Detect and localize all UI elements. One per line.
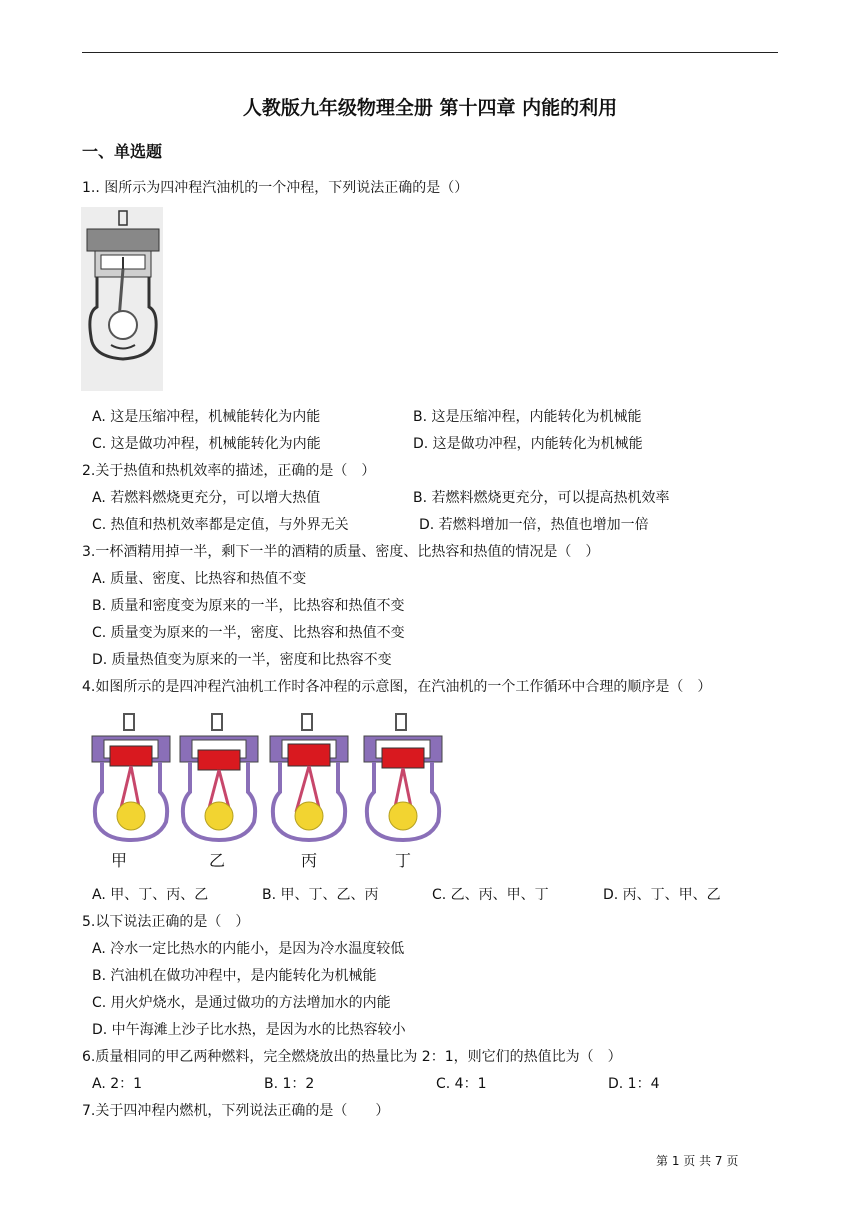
- q2-option-c: C. 热值和热机效率都是定值，与外界无关: [92, 517, 349, 533]
- engine-figure-yi: [178, 712, 260, 870]
- q5-option-b: B. 汽油机在做功冲程中，是内能转化为机械能: [92, 968, 377, 984]
- figure-label-yi: 乙: [208, 851, 225, 870]
- figure-label-bing: 丙: [300, 851, 317, 870]
- q3-option-c: C. 质量变为原来的一半，密度、比热容和热值不变: [92, 625, 405, 641]
- figure-label-ding: 丁: [394, 851, 411, 870]
- question-5-stem: 5.以下说法正确的是（ ）: [82, 914, 250, 930]
- q1-option-d: D. 这是做功冲程，内能转化为机械能: [413, 436, 643, 452]
- q4-option-b: B. 甲、丁、乙、丙: [262, 887, 379, 903]
- q6-option-a: A. 2：1: [92, 1076, 143, 1092]
- q4-option-a: A. 甲、丁、丙、乙: [92, 887, 209, 903]
- engine-figure-ding: [362, 712, 444, 870]
- question-1-stem: 1.. 图所示为四冲程汽油机的一个冲程，下列说法正确的是（）: [82, 180, 469, 196]
- question-3-stem: 3.一杯酒精用掉一半，剩下一半的酒精的质量、密度、比热容和热值的情况是（ ）: [82, 544, 600, 560]
- q6-option-c: C. 4：1: [436, 1076, 487, 1092]
- section-heading: 一、单选题: [82, 142, 163, 161]
- q6-option-d: D. 1：4: [608, 1076, 660, 1092]
- q2-option-a: A. 若燃料燃烧更充分，可以增大热值: [92, 490, 321, 506]
- q3-option-a: A. 质量、密度、比热容和热值不变: [92, 571, 307, 587]
- q1-option-b: B. 这是压缩冲程，内能转化为机械能: [413, 409, 642, 425]
- engine-figure-bing: [268, 712, 350, 870]
- q1-option-c: C. 这是做功冲程，机械能转化为内能: [92, 436, 321, 452]
- q2-option-d: D. 若燃料增加一倍，热值也增加一倍: [419, 517, 649, 533]
- page-title: 人教版九年级物理全册 第十四章 内能的利用: [242, 97, 618, 119]
- figure-label-jia: 甲: [110, 851, 127, 870]
- question-2-stem: 2.关于热值和热机效率的描述，正确的是（ ）: [82, 463, 376, 479]
- page-footer: 第 1 页 共 7 页: [656, 1154, 739, 1168]
- question-6-stem: 6.质量相同的甲乙两种燃料，完全燃烧放出的热量比为 2：1，则它们的热值比为（ ）: [82, 1049, 622, 1065]
- q6-option-b: B. 1：2: [264, 1076, 315, 1092]
- q3-option-b: B. 质量和密度变为原来的一半，比热容和热值不变: [92, 598, 405, 614]
- q2-option-b: B. 若燃料燃烧更充分，可以提高热机效率: [413, 490, 670, 506]
- q4-option-d: D. 丙、丁、甲、乙: [603, 887, 721, 903]
- question-4-stem: 4.如图所示的是四冲程汽油机工作时各冲程的示意图，在汽油机的一个工作循环中合理的顺序是（ ）: [82, 679, 712, 695]
- header-rule: [82, 52, 778, 53]
- q5-option-d: D. 中午海滩上沙子比水热，是因为水的比热容较小: [92, 1022, 406, 1038]
- engine-figure-q1: [81, 207, 163, 391]
- question-7-stem: 7.关于四冲程内燃机，下列说法正确的是（ ）: [82, 1103, 390, 1119]
- q5-option-c: C. 用火炉烧水，是通过做功的方法增加水的内能: [92, 995, 391, 1011]
- q1-option-a: A. 这是压缩冲程，机械能转化为内能: [92, 409, 321, 425]
- q4-option-c: C. 乙、丙、甲、丁: [432, 887, 549, 903]
- engine-figure-jia: [90, 712, 172, 870]
- q3-option-d: D. 质量热值变为原来的一半，密度和比热容不变: [92, 652, 392, 668]
- q5-option-a: A. 冷水一定比热水的内能小，是因为冷水温度较低: [92, 941, 405, 957]
